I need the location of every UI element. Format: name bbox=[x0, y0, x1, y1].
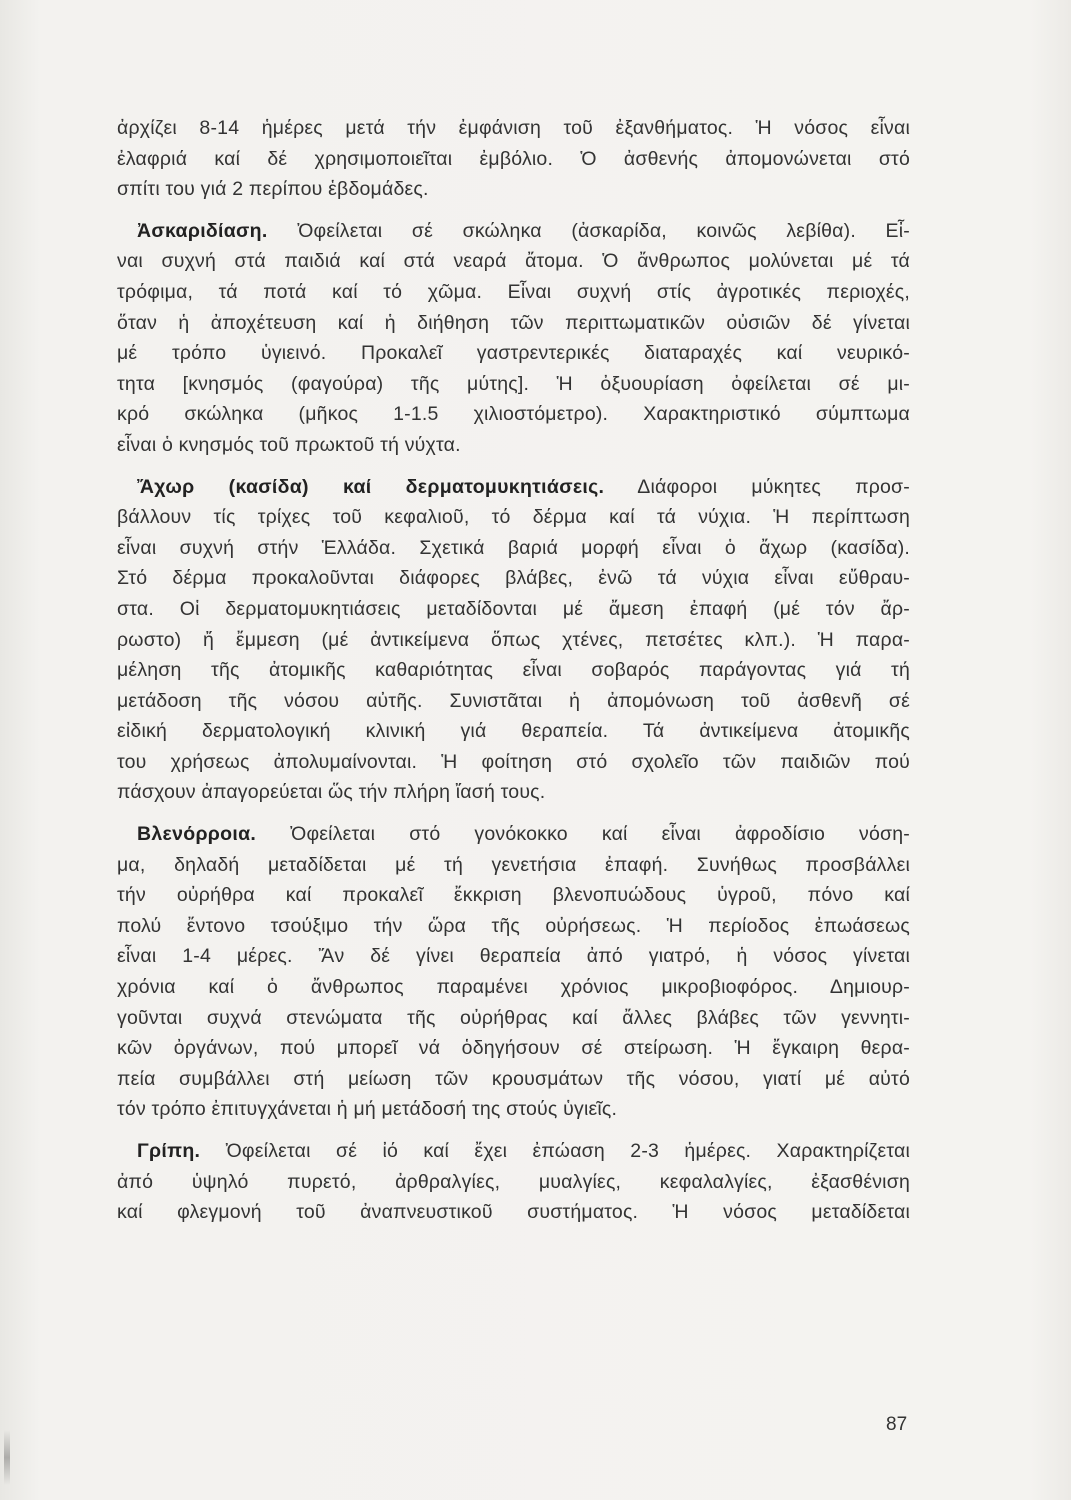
paragraph-heading: Ἄχωρ (κασίδα) καί δερματομυκητιάσεις. bbox=[137, 475, 605, 498]
text-line: του χρήσεως ἀπολυμαίνονται. Ἡ φοίτηση στό σχολεῖο τῶν παιδιῶν πού bbox=[117, 750, 910, 773]
text-line: μετάδοση τῆς νόσου αὐτῆς. Συνιστᾶται ἡ ἀπομόνωση τοῦ ἀσθενῆ σέ bbox=[117, 689, 910, 712]
text-line: εἶναι 1-4 μέρες. Ἄν δέ γίνει θεραπεία ἀπό γιατρό, ἡ νόσος γίνεται bbox=[117, 945, 910, 968]
text-segment: Ὀφείλεται σέ ἰό καί ἔχει ἐπώαση 2-3 ἡμέρες. Χαρακτηρίζεται bbox=[225, 1140, 910, 1162]
text-segment: Ὀφείλεται στό γονόκοκκο καί εἶναι ἀφροδίσιο νόση- bbox=[290, 823, 910, 846]
text-line: τητα [κνησμός (φαγούρα) τῆς μύτης]. Ἡ ὀξυουρίαση ὀφείλεται σέ μι- bbox=[117, 372, 910, 395]
paragraph-heading: Βλενόρροια. bbox=[137, 823, 257, 846]
text-line: ρωστο) ἤ ἔμμεση (μέ ἀντικείμενα ὅπως χτένες, πετσέτες κλπ.). Ἡ παρα- bbox=[117, 628, 910, 651]
text-line: πολύ ἔντονο τσούξιμο τήν ὥρα τῆς οὐρήσεως. Ἡ περίοδος ἐπωάσεως bbox=[117, 914, 910, 937]
text-line: ἀπό ὑψηλό πυρετό, ἀρθραλγίες, μυαλγίες, κεφαλαλγίες, ἐξασθένιση bbox=[117, 1170, 910, 1193]
text-segment: Διάφοροι μύκητες προσ- bbox=[637, 475, 910, 498]
paragraph-gripi bbox=[117, 1136, 910, 1228]
text-line: ἀρχίζει 8-14 ἡμέρες μετά τήν ἐμφάνιση τοῦ ἐξανθήματος. Ἡ νόσος εἶναι bbox=[117, 117, 910, 139]
text-line: εἶναι ὁ κνησμός τοῦ πρωκτοῦ τή νύχτα. bbox=[117, 433, 461, 456]
text-line: καί φλεγμονή τοῦ ἀναπνευστικοῦ συστήματος. Ἡ νόσος μεταδίδεται bbox=[117, 1201, 910, 1224]
text-line bbox=[117, 472, 910, 503]
text-line: μα, δηλαδή μεταδίδεται μέ τή γενετήσια ἐπαφή. Συνήθως προσβάλλει bbox=[117, 853, 910, 876]
text-line: μέ τρόπο ὑγιεινό. Προκαλεῖ γαστρεντερικές διαταραχές καί νευρικό- bbox=[117, 342, 910, 365]
text-line: ὅταν ἡ ἀποχέτευση καί ἡ διήθηση τῶν περιττωματικῶν οὐσιῶν δέ γίνεται bbox=[117, 311, 910, 334]
text-line: τήν οὐρήθρα καί προκαλεῖ ἔκκριση βλενοπυώδους ὑγροῦ, πόνο καί bbox=[117, 884, 910, 907]
text-line: κῶν ὀργάνων, πού μπορεῖ νά ὁδηγήσουν σέ στείρωση. Ἡ ἔγκαιρη θερα- bbox=[117, 1037, 910, 1060]
page-number: 87 bbox=[886, 1414, 908, 1435]
text-line: Στό δέρμα προκαλοῦνται διάφορες βλάβες, ἐνῶ τά νύχια εἶναι εὔθραυ- bbox=[117, 567, 910, 590]
text-line: γοῦνται συχνά στενώματα τῆς οὐρήθρας καί ἄλλες βλάβες τῶν γεννητι- bbox=[117, 1006, 910, 1029]
text-line: τόν τρόπο ἐπιτυγχάνεται ἡ μή μετάδοσή της στούς ὑγιεῖς. bbox=[117, 1098, 618, 1121]
paragraph-vlenorroia bbox=[117, 819, 910, 1125]
body-text bbox=[117, 113, 910, 1228]
text-line: χρόνια καί ὁ ἄνθρωπος παραμένει χρόνιος μικροβιοφόρος. Δημιουρ- bbox=[117, 976, 910, 999]
paragraph-askaridiasi bbox=[117, 216, 910, 461]
text-line bbox=[117, 819, 910, 850]
text-line: ἐλαφριά καί δέ χρησιμοποιεῖται ἐμβόλιο. Ὁ ἀσθενής ἀπομονώνεται στό bbox=[117, 147, 910, 170]
paragraph-continuation bbox=[117, 113, 910, 205]
text-line: μέληση τῆς ἀτομικῆς καθαριότητας εἶναι σοβαρός παράγοντας γιά τή bbox=[117, 659, 910, 682]
text-line: πεία συμβάλλει στή μείωση τῶν κρουσμάτων τῆς νόσου, γιατί μέ αὐτό bbox=[117, 1067, 910, 1090]
text-line: σπίτι του γιά 2 περίπου ἑβδομάδες. bbox=[117, 178, 429, 201]
paragraph-heading: Γρίπη. bbox=[137, 1140, 201, 1162]
paragraph-achor bbox=[117, 472, 910, 809]
text-line: στα. Οἱ δερματομυκητιάσεις μεταδίδονται μέ ἄμεση ἐπαφή (μέ τόν ἄρ- bbox=[117, 597, 910, 620]
text-line bbox=[117, 1136, 910, 1167]
scan-edge-mark bbox=[4, 1430, 10, 1485]
text-line: εἶναι συχνή στήν Ἑλλάδα. Σχετικά βαριά μορφή εἶναι ὁ ἄχωρ (κασίδα). bbox=[117, 536, 910, 559]
text-line: ναι συχνή στά παιδιά καί στά νεαρά ἄτομα. Ὁ ἄνθρωπος μολύνεται μέ τά bbox=[117, 250, 910, 273]
text-line bbox=[117, 216, 910, 247]
paragraph-heading: Ἀσκαριδίαση. bbox=[137, 219, 268, 242]
text-line: τρόφιμα, τά ποτά καί τό χῶμα. Εἶναι συχνή στίς ἀγροτικές περιοχές, bbox=[117, 280, 910, 303]
text-line: πάσχουν ἀπαγορεύεται ὥς τήν πλήρη ἴασή τους. bbox=[117, 781, 546, 804]
text-line: κρό σκώληκα (μῆκος 1-1.5 χιλιοστόμετρο). Χαρακτηριστικό σύμπτωμα bbox=[117, 403, 910, 426]
text-line: εἰδική δερματολογική κλινική γιά θεραπεία. Τά ἀντικείμενα ἀτομικῆς bbox=[117, 720, 910, 743]
text-segment: Ὀφείλεται σέ σκώληκα (ἀσκαρίδα, κοινῶς λεβίθα). Εἶ- bbox=[297, 219, 910, 242]
text-line: βάλλουν τίς τρίχες τοῦ κεφαλιοῦ, τό δέρμα καί τά νύχια. Ἡ περίπτωση bbox=[117, 506, 910, 529]
